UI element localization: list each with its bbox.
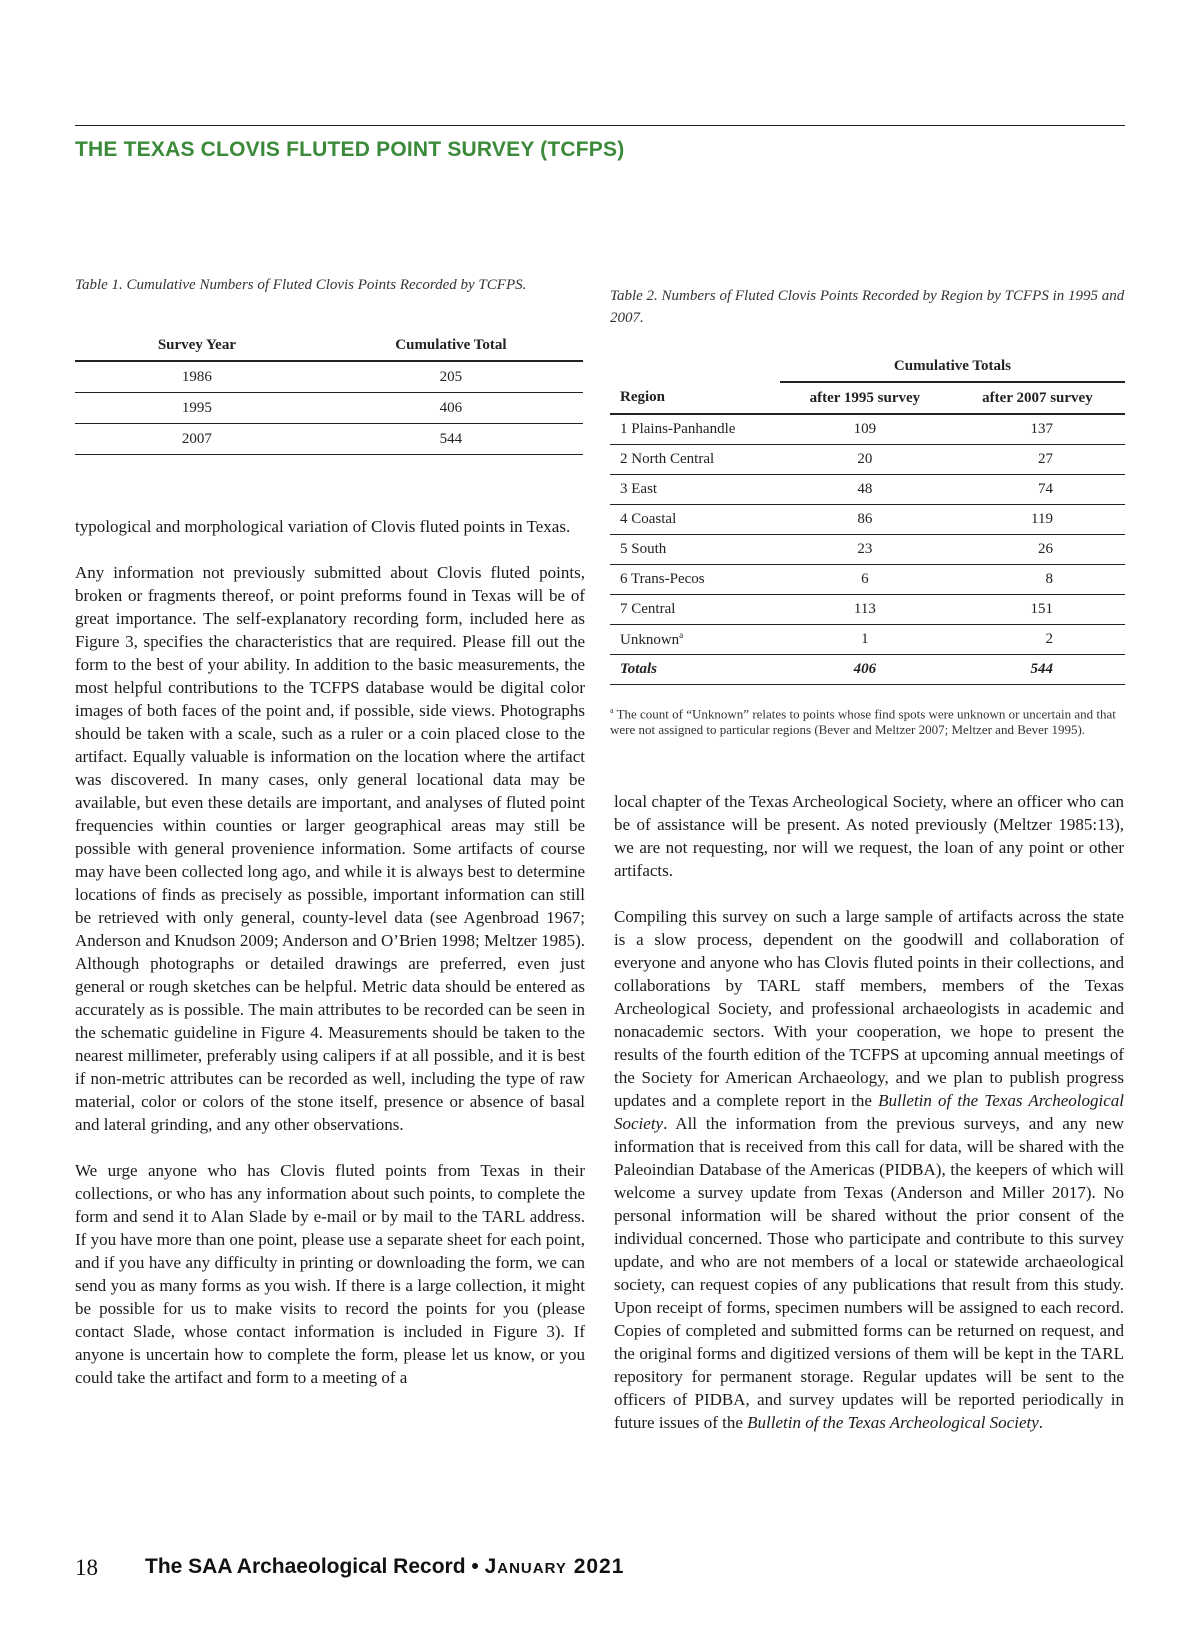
right-paragraph-1: local chapter of the Texas Archeological Society, where an officer who can be of assistance will be present. As noted previously (Meltzer 1985:13), we are not requesting, nor will we request, the loan of any point or other artifacts. bbox=[614, 792, 1124, 880]
table2-cell-1995: 113 bbox=[780, 595, 950, 625]
table2-cell-2007: 151 bbox=[950, 595, 1125, 625]
table2-cell-region: 3 East bbox=[610, 475, 780, 505]
table2-cell-2007: 2 bbox=[950, 625, 1125, 655]
left-paragraph-3: We urge anyone who has Clovis fluted points from Texas in their collections, or who has any information about such points, to complete the form and send it to Alan Slade by e-mail or by mail to the TARL address. If you have more than one point, please use a separate sheet for each point, and if you have any difficulty in printing or downloading the form, we can send you as many forms as you wish. If there is a large collection, it might be possible for us to make visits to record the points for you (please contact Slade, whose contact information is included in Figure 3). If anyone is uncertain how to complete the form, please let us know, or you could take the artifact and form to a meeting of a bbox=[75, 1161, 585, 1387]
table2-cell-region: 2 North Central bbox=[610, 445, 780, 475]
table2-group-blank bbox=[610, 352, 780, 382]
table2-header-1995: after 1995 survey bbox=[780, 382, 950, 414]
table2-footnote-marker: a bbox=[610, 706, 614, 715]
table2-cell-2007: 26 bbox=[950, 535, 1125, 565]
table-row bbox=[75, 393, 583, 424]
table2-cell-1995: 23 bbox=[780, 535, 950, 565]
table-row bbox=[610, 625, 1125, 655]
left-paragraph-2: Any information not previously submitted about Clovis fluted points, broken or fragments thereof, or point preforms found in Texas will be of great importance. The self-explanatory recording form, included here as Figure 3, specifies the characteristics that are required. Please fill out the form to the best of your ability. In addition to the basic measurements, the most helpful contributions to the TCFPS database would be digital color images of both faces of the point and, if possible, side views. Photographs should be taken with a scale, such as a ruler or a coin placed close to the artifact. Equally valuable is information on the location where the artifact was discovered. In many cases, only general locational data may be available, but even these details are important, and analyses of fluted point frequencies within counties or larger geographical areas may still be possible with general provenience information. Some artifacts of course may have been collected long ago, and while it is always best to determine locations of finds as precisely as possible, important information can still be retrieved with only general, county-level data (see Agenbroad 1967; Anderson and Knudson 2009; Anderson and O’Brien 1998; Meltzer 1985). Although photographs or detailed drawings are preferred, even just general or rough sketches can be helpful. Metric data should be entered as accurately as is possible. The main attributes to be recorded can be seen in the schematic guideline in Figure 4. Measurements should be taken to the nearest millimeter, preferably using calipers if at all possible, and it is best if non-metric attributes can be recorded as well, including the type of raw material, color or colors of the stone itself, presence or absence of basal and lateral grinding, and any other observations. bbox=[75, 563, 585, 1134]
journal-title: Bulletin of the Texas Archeological Society bbox=[747, 1413, 1039, 1432]
table-row bbox=[610, 475, 1125, 505]
left-column bbox=[75, 515, 585, 1389]
table2-cell-region: 7 Central bbox=[610, 595, 780, 625]
table1-header-year: Survey Year bbox=[75, 330, 319, 361]
table-row bbox=[610, 445, 1125, 475]
table2-cell-1995: 1 bbox=[780, 625, 950, 655]
table2-cell-1995: 6 bbox=[780, 565, 950, 595]
table2-totals-row bbox=[610, 655, 1125, 685]
table2-header-region: Region bbox=[610, 382, 780, 414]
table2-totals-label: Totals bbox=[610, 655, 780, 685]
journal-title: Bulletin of the Texas Archeological Society bbox=[614, 1091, 1124, 1133]
right-paragraph-2-text-b: . All the information from the previous surveys, and any new information that is received from this call for data, will be shared with the Paleoindian Database of the Americas (PIDBA), the keepers of which will welcome a survey update from Texas (Anderson and Miller 2017). No personal information will be shared without the prior consent of the individual concerned. Those who participate and contribute to this survey update, and who are not members of a local or statewide archaeological society, can request copies of any publications that result from this study. Upon receipt of forms, specimen numbers will be assigned to each record. Copies of completed and submitted forms can be returned on request, and the original forms and digitized versions of them will be kept in the TARL repository for permanent storage. Regular updates will be sent to the officers of PIDBA, and survey updates will be reported periodically in future issues of the bbox=[614, 1114, 1124, 1432]
left-paragraph-1: typological and morphological variation of Clovis fluted points in Texas. bbox=[75, 517, 571, 536]
table1-cell-total: 406 bbox=[319, 393, 583, 424]
issue-date: January 2021 bbox=[484, 1555, 625, 1578]
table1-caption: Table 1. Cumulative Numbers of Fluted Clovis Points Recorded by TCFPS. bbox=[75, 277, 527, 293]
table-row bbox=[610, 535, 1125, 565]
table2-cell-1995: 20 bbox=[780, 445, 950, 475]
table-row bbox=[610, 414, 1125, 445]
table2-cell-1995: 48 bbox=[780, 475, 950, 505]
table2-header-2007: after 2007 survey bbox=[950, 382, 1125, 414]
table2-unknown-label: Unknown bbox=[620, 632, 680, 648]
table2-cell-region: 6 Trans-Pecos bbox=[610, 565, 780, 595]
table2 bbox=[610, 352, 1125, 685]
table2-header-row bbox=[610, 382, 1125, 414]
table1-cell-total: 544 bbox=[319, 424, 583, 455]
table2-footnote bbox=[610, 703, 1125, 737]
table1-cell-year: 1986 bbox=[75, 361, 319, 393]
table1 bbox=[75, 330, 583, 455]
table-row bbox=[610, 505, 1125, 535]
table2-cell-2007: 27 bbox=[950, 445, 1125, 475]
table2-cell-2007: 74 bbox=[950, 475, 1125, 505]
page-number: 18 bbox=[75, 1555, 98, 1580]
table2-cell-region: 5 South bbox=[610, 535, 780, 565]
table2-cell-region: 1 Plains-Panhandle bbox=[610, 414, 780, 445]
table2-cell-2007: 119 bbox=[950, 505, 1125, 535]
table2-caption: Table 2. Numbers of Fluted Clovis Points Recorded by Region by TCFPS in 1995 and 2007. bbox=[610, 288, 1125, 326]
section-title: THE TEXAS CLOVIS FLUTED POINT SURVEY (TCFPS) bbox=[75, 138, 625, 161]
table1-cell-year: 1995 bbox=[75, 393, 319, 424]
table2-cell-1995: 86 bbox=[780, 505, 950, 535]
table1-cell-total: 205 bbox=[319, 361, 583, 393]
table-row bbox=[610, 595, 1125, 625]
table-row bbox=[610, 565, 1125, 595]
table2-group-header: Cumulative Totals bbox=[780, 352, 1125, 382]
footer-separator: • bbox=[471, 1555, 479, 1578]
table2-cell-region bbox=[610, 625, 780, 655]
right-paragraph-2-text-a: Compiling this survey on such a large sample of artifacts across the state is a slow process, dependent on the goodwill and collaboration of everyone and anyone who has Clovis fluted points in their collections, and collaborations by TARL staff members, members of the Texas Archeological Society, and professional archaeologists in academic and nonacademic sectors. With your cooperation, we hope to present the results of the fourth edition of the TCFPS at upcoming annual meetings of the Society for American Archaeology, and we plan to publish progress updates and a complete report in the bbox=[614, 907, 1124, 1110]
table2-cell-2007: 8 bbox=[950, 565, 1125, 595]
table1-header-total: Cumulative Total bbox=[319, 330, 583, 361]
table2-group-header-row bbox=[610, 352, 1125, 382]
table-row bbox=[75, 424, 583, 455]
publication-title: The SAA Archaeological Record bbox=[145, 1555, 466, 1578]
table2-footnote-text: The count of “Unknown” relates to points whose find spots were unknown or uncertain and that were not assigned to particular regions (Bever and Meltzer 2007; Meltzer and Bever 1995). bbox=[610, 706, 1116, 737]
table-row bbox=[75, 361, 583, 393]
table2-unknown-footnote-marker: a bbox=[679, 630, 684, 640]
right-paragraph-2 bbox=[614, 905, 1124, 1434]
top-rule bbox=[75, 125, 1125, 126]
publication-line bbox=[145, 1555, 624, 1579]
table2-cell-region: 4 Coastal bbox=[610, 505, 780, 535]
table2-totals-2007: 544 bbox=[950, 655, 1125, 685]
right-column bbox=[614, 790, 1124, 1434]
table1-cell-year: 2007 bbox=[75, 424, 319, 455]
table1-header-row bbox=[75, 330, 583, 361]
table2-cell-1995: 109 bbox=[780, 414, 950, 445]
table2-cell-2007: 137 bbox=[950, 414, 1125, 445]
right-paragraph-2-end: . bbox=[1038, 1413, 1044, 1432]
table2-totals-1995: 406 bbox=[780, 655, 950, 685]
